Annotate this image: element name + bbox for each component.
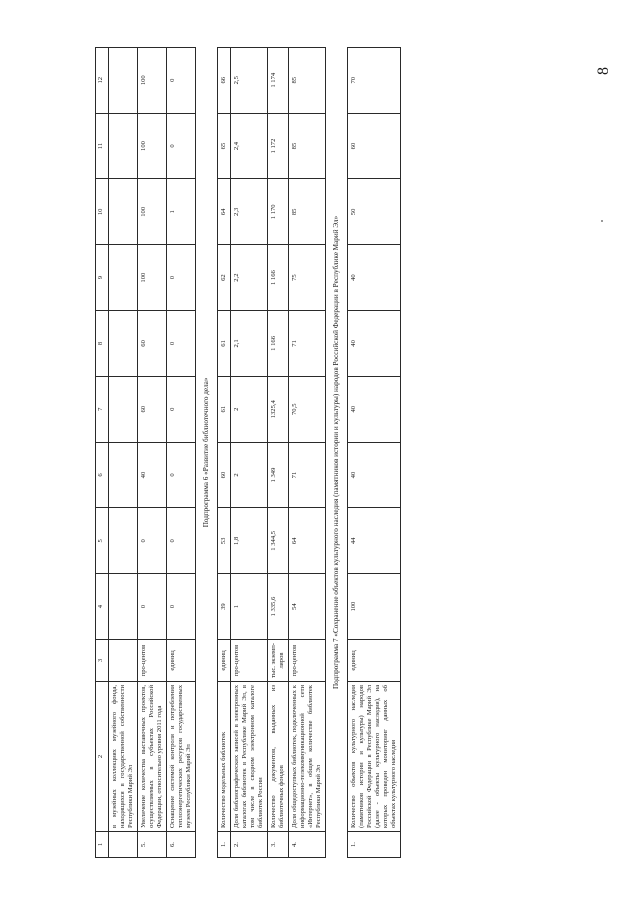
table-row xyxy=(138,47,167,857)
value-cell: 85 xyxy=(289,113,326,179)
column-header-1: 1 xyxy=(96,832,109,858)
value-cell: 50 xyxy=(348,179,401,245)
row-number: 1. xyxy=(218,832,231,858)
value-cell: 100 xyxy=(348,574,401,640)
value-cell: 44 xyxy=(348,508,401,574)
value-cell: 0 xyxy=(167,442,196,508)
column-header-6: 6 xyxy=(96,442,109,508)
value-cell: 0 xyxy=(167,508,196,574)
value-cell: 0 xyxy=(167,574,196,640)
column-header-2: 2 xyxy=(96,682,109,832)
indicator-name: Количество документов, выданных из библиотечных фондов xyxy=(268,682,289,832)
value-cell: 40 xyxy=(348,245,401,311)
subprogram-7-heading xyxy=(326,47,348,857)
value-cell: 2,3 xyxy=(231,179,268,245)
section-title: Подпрограмма 6 «Развитие библиотечного дела» xyxy=(202,377,211,528)
value-cell: 0 xyxy=(167,47,196,113)
value-cell xyxy=(109,245,138,311)
value-cell: 1 349 xyxy=(268,442,289,508)
value-cell: 1,8 xyxy=(231,508,268,574)
value-cell: 40 xyxy=(138,442,167,508)
column-header-5: 5 xyxy=(96,508,109,574)
indicator-name: в музейных коллекциях музейного фонда, находящихся в государственной собственности Республики Марий Эл xyxy=(109,682,138,832)
column-header-12: 12 xyxy=(96,47,109,113)
table-row xyxy=(268,47,289,857)
unit-of-measure: про-центов xyxy=(289,640,326,682)
value-cell xyxy=(109,179,138,245)
subprogram-6-heading xyxy=(196,47,218,857)
column-header-3: 3 xyxy=(96,640,109,682)
table-row xyxy=(231,47,268,857)
value-cell: 1325,4 xyxy=(268,376,289,442)
value-cell: 1 170 xyxy=(268,179,289,245)
column-number-header xyxy=(96,47,109,857)
value-cell: 61 xyxy=(218,311,231,377)
value-cell: 1 335,6 xyxy=(268,574,289,640)
column-header-11: 11 xyxy=(96,113,109,179)
value-cell: 1 174 xyxy=(268,47,289,113)
value-cell: 1 166 xyxy=(268,311,289,377)
value-cell: 0 xyxy=(167,245,196,311)
value-cell: 100 xyxy=(138,179,167,245)
value-cell: 2,4 xyxy=(231,113,268,179)
value-cell: 2,5 xyxy=(231,47,268,113)
value-cell: 70,5 xyxy=(289,376,326,442)
value-cell: 1 344,5 xyxy=(268,508,289,574)
value-cell: 85 xyxy=(289,179,326,245)
row-number: 1. xyxy=(348,832,401,858)
value-cell: 0 xyxy=(138,574,167,640)
value-cell: 0 xyxy=(167,311,196,377)
value-cell: 85 xyxy=(289,47,326,113)
indicator-name: Количество объектов культурного наследия (памятников истории и культуры) народов Российской Федерации в Республике Марий Эл (далее - объекты культурного наследия), на которых проведен мониторинг данных об объектах культурного наследия xyxy=(348,682,401,832)
value-cell: 60 xyxy=(138,311,167,377)
table-row xyxy=(348,47,401,857)
value-cell: 100 xyxy=(138,113,167,179)
value-cell: 1 xyxy=(167,179,196,245)
value-cell: 62 xyxy=(218,245,231,311)
value-cell: 40 xyxy=(348,442,401,508)
row-number: 5. xyxy=(138,832,167,858)
unit-of-measure: тыс. экземп-ляров xyxy=(268,640,289,682)
value-cell: 40 xyxy=(348,311,401,377)
value-cell: 2 xyxy=(231,376,268,442)
unit-of-measure: единиц xyxy=(348,640,401,682)
value-cell: 100 xyxy=(138,47,167,113)
row-number: 3. xyxy=(268,832,289,858)
unit-of-measure: про-центов xyxy=(231,640,268,682)
table-body xyxy=(109,47,401,857)
unit-of-measure: единиц xyxy=(218,640,231,682)
value-cell: 61 xyxy=(218,376,231,442)
value-cell: 64 xyxy=(218,179,231,245)
table-row xyxy=(218,47,231,857)
scan-speck xyxy=(601,220,603,222)
value-cell: 70 xyxy=(348,47,401,113)
value-cell: 2 xyxy=(231,442,268,508)
indicator-name: Количество модельных библиотек xyxy=(218,682,231,832)
value-cell: 40 xyxy=(348,376,401,442)
value-cell: 2,2 xyxy=(231,245,268,311)
value-cell: 60 xyxy=(138,376,167,442)
value-cell: 54 xyxy=(289,574,326,640)
page-number: 8 xyxy=(595,67,612,75)
table-row xyxy=(109,47,138,857)
indicators-table xyxy=(95,47,401,858)
unit-of-measure: единиц xyxy=(167,640,196,682)
value-cell xyxy=(109,113,138,179)
section-title: Подпрограмма 7 «Сохранение объектов культурного наследия (памятников истории и культуры) народов Российской Федерации в Республике Марий Эл» xyxy=(332,215,341,690)
value-cell: 1 xyxy=(231,574,268,640)
value-cell xyxy=(109,508,138,574)
row-number: 6. xyxy=(167,832,196,858)
value-cell: 39 xyxy=(218,574,231,640)
value-cell: 100 xyxy=(138,245,167,311)
column-header-10: 10 xyxy=(96,179,109,245)
value-cell: 1 172 xyxy=(268,113,289,179)
value-cell xyxy=(109,376,138,442)
value-cell: 2,1 xyxy=(231,311,268,377)
value-cell: 60 xyxy=(218,442,231,508)
indicator-name: Доля общедоступных библиотек, подключенных к информационно-телекоммуникационной сети «Интернет», в общем количестве библиотек Республики Марий Эл xyxy=(289,682,326,832)
value-cell xyxy=(109,47,138,113)
value-cell: 65 xyxy=(218,113,231,179)
value-cell: 71 xyxy=(289,442,326,508)
column-header-4: 4 xyxy=(96,574,109,640)
value-cell: 0 xyxy=(167,376,196,442)
indicator-name: Оснащение системой контроля и потребления теплоэнергетических ресурсов государственных музеев Республики Марий Эл xyxy=(167,682,196,832)
rotated-table-sheet xyxy=(95,48,535,858)
table-row xyxy=(167,47,196,857)
row-number: 4. xyxy=(289,832,326,858)
value-cell: 0 xyxy=(138,508,167,574)
value-cell: 66 xyxy=(218,47,231,113)
column-header-9: 9 xyxy=(96,245,109,311)
value-cell xyxy=(109,574,138,640)
unit-of-measure xyxy=(109,640,138,682)
value-cell: 71 xyxy=(289,311,326,377)
row-number: 2. xyxy=(231,832,268,858)
table-row xyxy=(289,47,326,857)
unit-of-measure: про-центов xyxy=(138,640,167,682)
column-header-7: 7 xyxy=(96,376,109,442)
value-cell: 64 xyxy=(289,508,326,574)
indicator-name: Доля библиографических записей в электронных каталогах библиотек в Республике Марий Эл, в том числе в сводном электронном каталоге библиотек России xyxy=(231,682,268,832)
indicator-name: Увеличение количества выставочных проектов, осуществляемых в субъектах Российской Федерации, относительно уровня 2011 года xyxy=(138,682,167,832)
value-cell: 0 xyxy=(167,113,196,179)
row-number xyxy=(109,832,138,858)
value-cell: 60 xyxy=(348,113,401,179)
value-cell xyxy=(109,311,138,377)
value-cell xyxy=(109,442,138,508)
value-cell: 53 xyxy=(218,508,231,574)
value-cell: 75 xyxy=(289,245,326,311)
value-cell: 1 166 xyxy=(268,245,289,311)
column-header-8: 8 xyxy=(96,311,109,377)
